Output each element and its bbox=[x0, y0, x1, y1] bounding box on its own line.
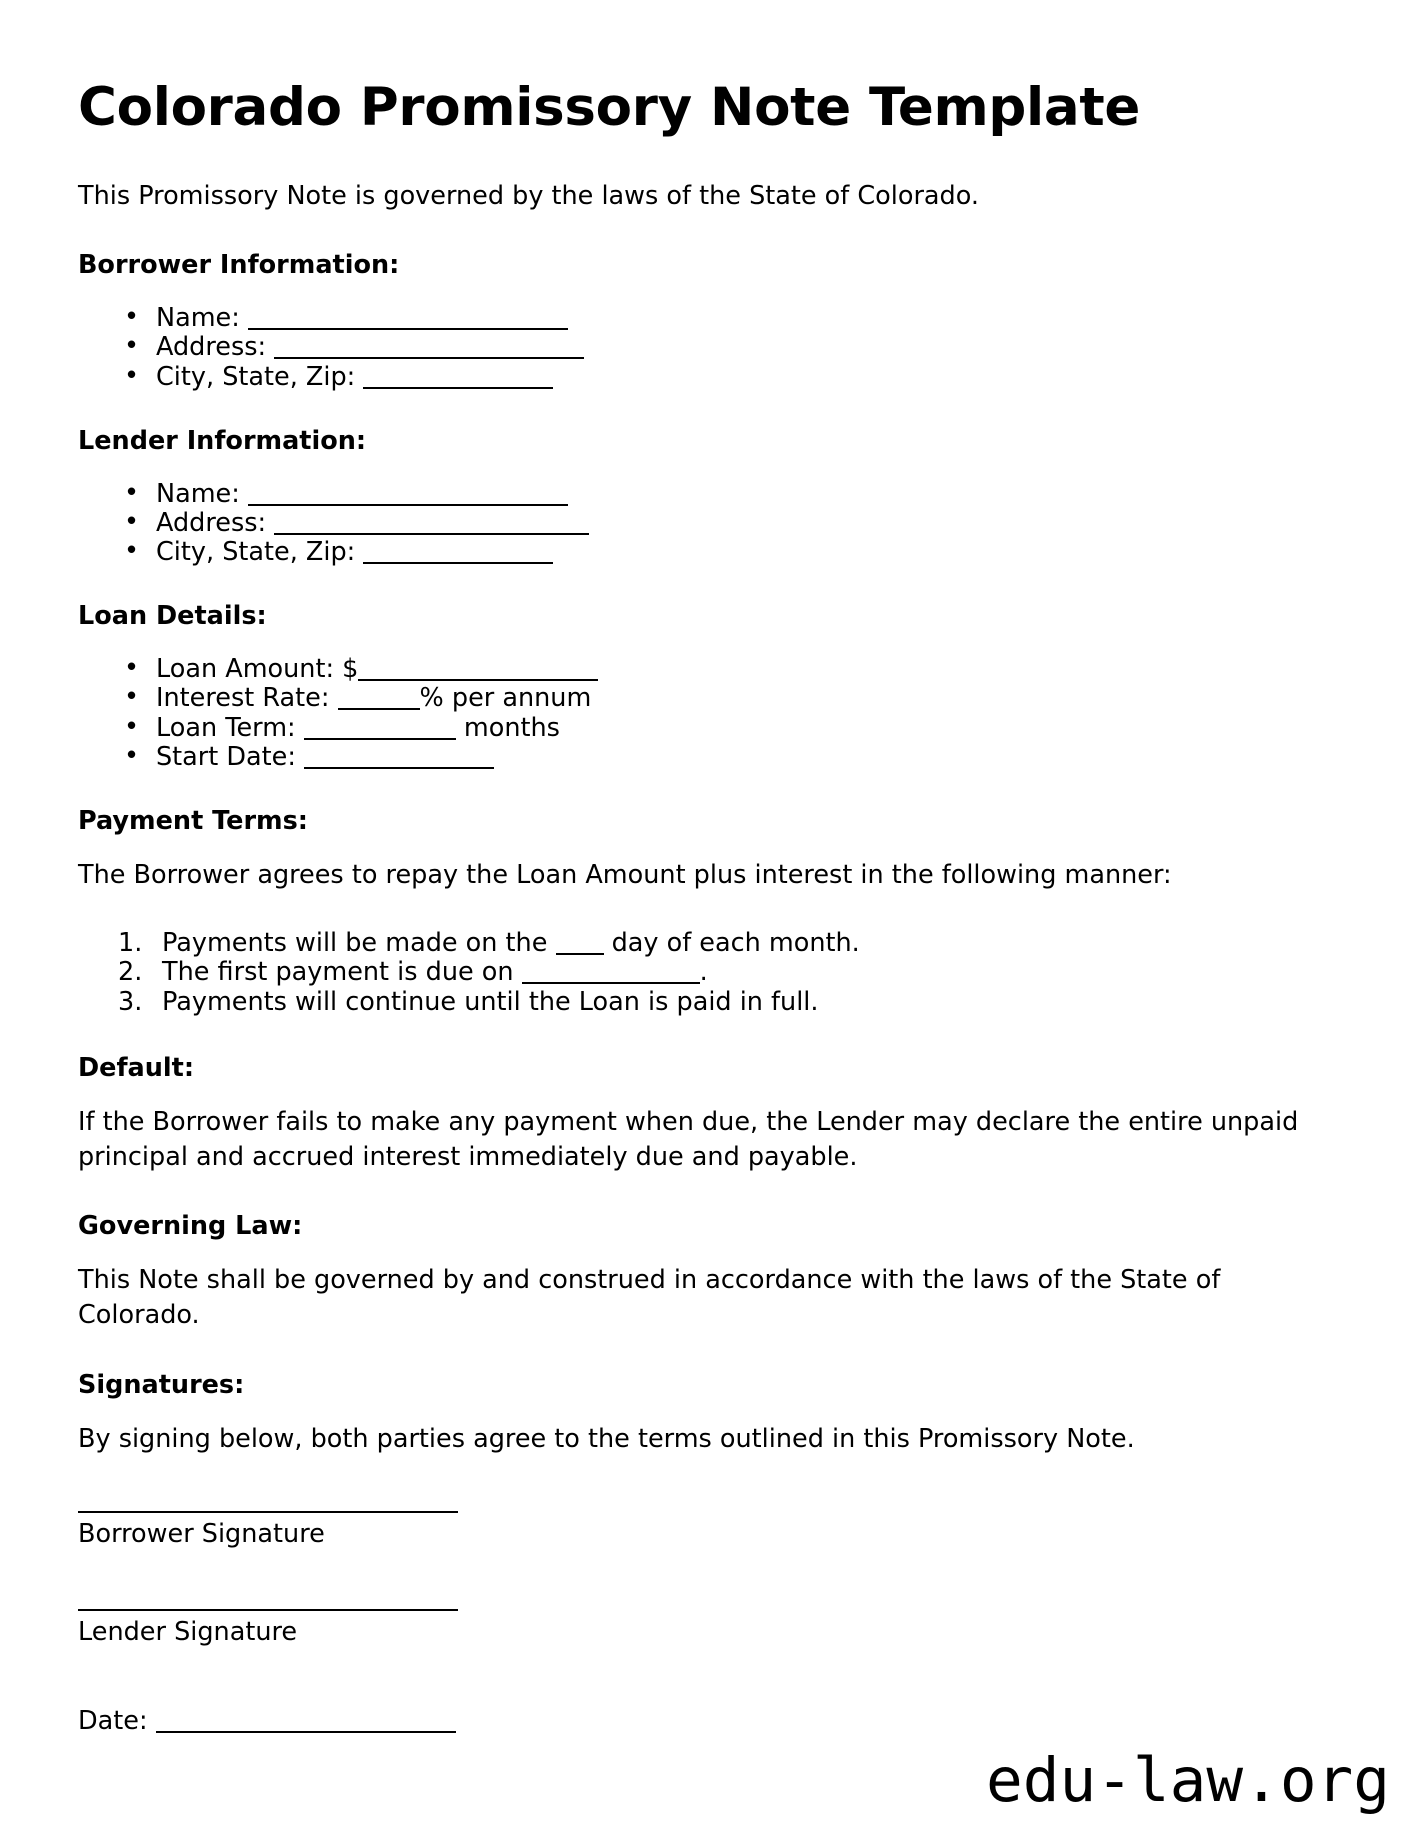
lender-information-list bbox=[78, 480, 1304, 568]
list-item bbox=[124, 655, 1304, 684]
field-label: City, State, Zip: bbox=[156, 537, 356, 568]
payment-terms-list bbox=[78, 929, 1304, 1017]
field-label: Name: bbox=[156, 303, 240, 334]
field-label: Loan Term: bbox=[156, 712, 296, 743]
fill-in-blank[interactable] bbox=[304, 720, 456, 740]
list-item bbox=[124, 480, 1304, 509]
list-item bbox=[118, 988, 1304, 1017]
signatures-heading: Signatures: bbox=[78, 1369, 245, 1400]
field-label: Start Date: bbox=[156, 741, 296, 772]
borrower-information-heading: Borrower Information: bbox=[78, 250, 400, 281]
fill-in-blank[interactable] bbox=[274, 515, 589, 535]
fill-in-blank[interactable] bbox=[248, 486, 568, 506]
fill-in-blank[interactable] bbox=[358, 661, 598, 681]
field-suffix: months bbox=[455, 712, 560, 743]
list-item bbox=[124, 538, 1304, 567]
list-item bbox=[124, 304, 1304, 333]
field-label: Loan Amount: $ bbox=[156, 654, 359, 685]
field-label: Address: bbox=[156, 332, 267, 363]
borrower-signature-label: Borrower Signature bbox=[78, 1518, 325, 1549]
fill-in-blank[interactable] bbox=[274, 339, 584, 359]
site-watermark: edu-law.org bbox=[986, 1745, 1390, 1816]
lender-signature-label: Lender Signature bbox=[78, 1616, 298, 1647]
list-item bbox=[118, 958, 1304, 987]
term-text-after: . bbox=[699, 957, 708, 988]
borrower-information-list bbox=[78, 304, 1304, 392]
list-item bbox=[124, 743, 1304, 772]
loan-details-list bbox=[78, 655, 1304, 772]
date-label: Date: bbox=[78, 1706, 148, 1737]
borrower-signature-line[interactable] bbox=[78, 1511, 458, 1513]
list-item bbox=[124, 714, 1304, 743]
field-label: Name: bbox=[156, 478, 240, 509]
term-text-after: day of each month. bbox=[603, 928, 860, 959]
fill-in-blank[interactable] bbox=[363, 369, 553, 389]
default-heading: Default: bbox=[78, 1052, 195, 1083]
list-item bbox=[124, 363, 1304, 392]
governing-law-paragraph: This Note shall be governed by and construed in accordance with the laws of the State of Colorado. bbox=[78, 1265, 1221, 1331]
lender-signature-block bbox=[78, 1609, 1304, 1649]
default-paragraph: If the Borrower fails to make any payment when due, the Lender may declare the entire unpaid principal and accrued interest immediately due and payable. bbox=[78, 1106, 1299, 1172]
borrower-signature-block bbox=[78, 1511, 1304, 1551]
payment-terms-heading: Payment Terms: bbox=[78, 806, 308, 836]
fill-in-blank[interactable] bbox=[304, 749, 494, 769]
term-text-before: Payments will be made on the bbox=[162, 928, 556, 959]
list-item bbox=[118, 929, 1304, 958]
loan-details-heading: Loan Details: bbox=[78, 601, 267, 632]
fill-in-blank[interactable] bbox=[156, 1713, 456, 1733]
term-text-before: The first payment is due on bbox=[162, 957, 522, 988]
field-label: Interest Rate: bbox=[156, 683, 330, 714]
governing-law-heading: Governing Law: bbox=[78, 1211, 303, 1242]
list-item bbox=[124, 509, 1304, 538]
fill-in-blank[interactable] bbox=[522, 964, 700, 984]
fill-in-blank[interactable] bbox=[363, 544, 553, 564]
fill-in-blank[interactable] bbox=[338, 690, 420, 710]
fill-in-blank[interactable] bbox=[556, 935, 604, 955]
lender-signature-line[interactable] bbox=[78, 1609, 458, 1611]
payment-terms-intro: The Borrower agrees to repay the Loan Amount plus interest in the following manner: bbox=[78, 860, 1172, 890]
page-title: Colorado Promissory Note Template bbox=[78, 77, 1141, 138]
list-item bbox=[124, 333, 1304, 362]
field-label: Address: bbox=[156, 507, 267, 538]
field-label: City, State, Zip: bbox=[156, 361, 356, 392]
intro-paragraph: This Promissory Note is governed by the laws of the State of Colorado. bbox=[78, 180, 980, 211]
term-text-before: Payments will continue until the Loan is paid in full. bbox=[162, 986, 819, 1017]
lender-information-heading: Lender Information: bbox=[78, 425, 367, 456]
fill-in-blank[interactable] bbox=[248, 310, 568, 330]
signatures-intro: By signing below, both parties agree to the terms outlined in this Promissory Note. bbox=[78, 1423, 1135, 1454]
field-suffix: % per annum bbox=[419, 683, 592, 714]
list-item bbox=[124, 684, 1304, 713]
date-row bbox=[78, 1706, 1304, 1737]
